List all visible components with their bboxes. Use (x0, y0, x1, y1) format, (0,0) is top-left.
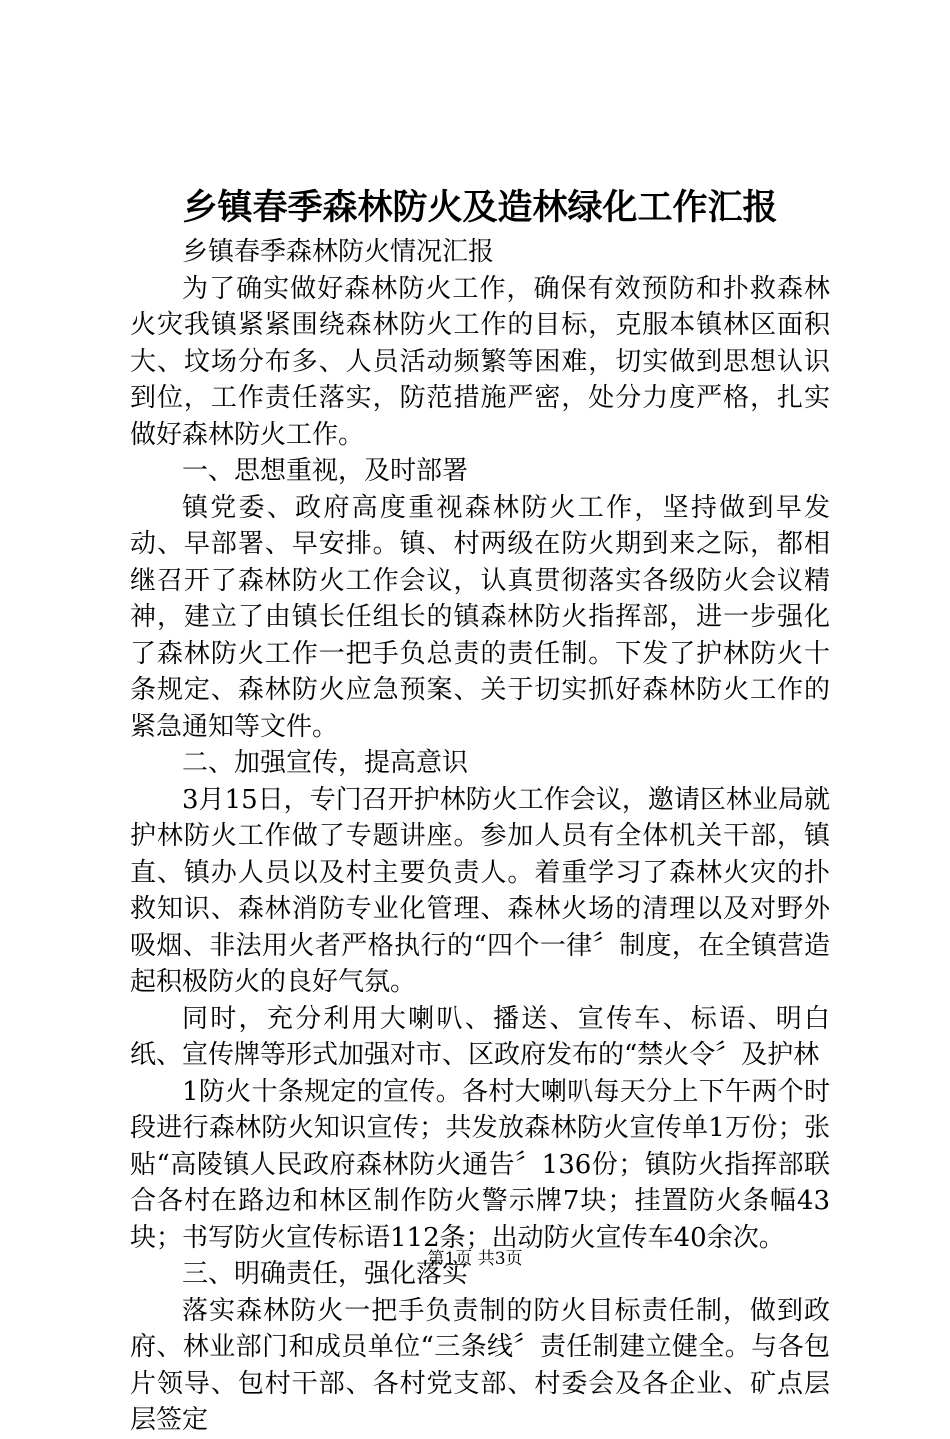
section-heading-1: 一、思想重视，及时部署 (182, 456, 469, 486)
page-footer: 第1页 共3页 (427, 1249, 523, 1269)
paragraph-section-2c: 1防火十条规定的宣传。各村大喇叭每天分上下午两个时段进行森林防火知识宣传；共发放森林防火宣传单1万份；张贴“高陵镇人民政府森林防火通告〞136份；镇防火指挥部联合各村在路边和林区制作防火警示牌7块；挂置防火条幅43块；书写防火宣传标语112条；出动防火宣传车40余次。 (130, 1076, 830, 1253)
paragraph-section-2b: 同时，充分利用大喇叭、播送、宣传车、标语、明白纸、宣传牌等形式加强对市、区政府发布的“禁火令〞及护林 (130, 1003, 830, 1070)
paragraph-section-1: 镇党委、政府高度重视森林防火工作，坚持做到早发动、早部署、早安排。镇、村两级在防火期到来之际，都相继召开了森林防火工作会议，认真贯彻落实各级防火会议精神，建立了由镇长任组长的镇森林防火指挥部，进一步强化了森林防火工作一把手负总责的责任制。下发了护林防火十条规定、森林防火应急预案、关于切实抓好森林防火工作的紧急通知等文件。 (130, 492, 830, 742)
paragraph-intro: 为了确实做好森林防火工作，确保有效预防和扑救森林火灾我镇紧紧围绕森林防火工作的目标，克服本镇林区面积大、坟场分布多、人员活动频繁等困难，切实做到思想认识到位，工作责任落实，防范措施严密，处分力度严格，扎实做好森林防火工作。 (130, 273, 830, 450)
section-heading-3: 三、明确责任，强化落实 (182, 1259, 469, 1289)
paragraph-section-2a: 3月15日，专门召开护林防火工作会议，邀请区林业局就护林防火工作做了专题讲座。参加人员有全体机关干部，镇直、镇办人员以及村主要负责人。着重学习了森林火灾的扑救知识、森林消防专业化管理、森林火场的清理以及对野外吸烟、非法用火者严格执行的“四个一律〞制度，在全镇营造起积极防火的良好气氛。 (130, 784, 830, 997)
paragraph-subtitle: 乡镇春季森林防火情况汇报 (182, 237, 495, 267)
section-heading-2: 二、加强宣传，提高意识 (182, 748, 469, 778)
document-title: 乡镇春季森林防火及造林绿化工作汇报 (182, 187, 778, 228)
paragraph-section-3: 落实森林防火一把手负责制的防火目标责任制，做到政府、林业部门和成员单位“三条线〞责任制建立健全。与各包片领导、包村干部、各村党支部、村委会及各企业、矿点层层签定 (130, 1295, 830, 1435)
